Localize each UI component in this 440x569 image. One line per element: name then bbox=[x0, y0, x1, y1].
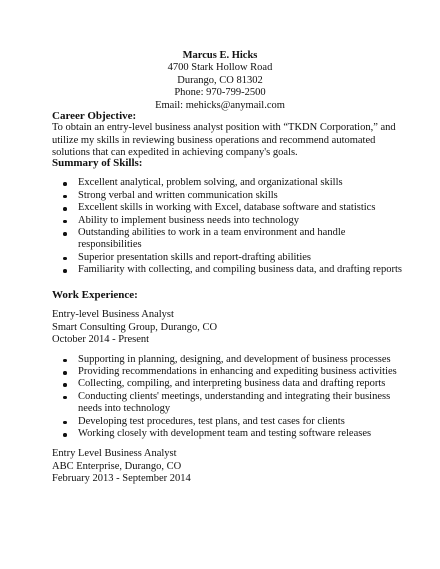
job-company: ABC Enterprise, Durango, CO bbox=[52, 460, 182, 472]
job-dates: October 2014 - Present bbox=[52, 334, 150, 346]
skills-heading: Summary of Skills: bbox=[52, 157, 143, 169]
candidate-name: Marcus E. Hicks bbox=[182, 50, 258, 61]
experience-section bbox=[52, 289, 402, 486]
contact-header bbox=[0, 50, 440, 112]
skills-list bbox=[52, 177, 402, 276]
job-entry bbox=[52, 448, 402, 485]
address-line: 4700 Stark Hollow Road bbox=[167, 62, 273, 74]
job-title: Entry Level Business Analyst bbox=[52, 448, 177, 460]
phone-line: Phone: 970-799-2500 bbox=[174, 87, 266, 99]
city-line: Durango, CO 81302 bbox=[177, 74, 263, 86]
duty-item: Developing test procedures, test plans, and test cases for clients bbox=[52, 416, 402, 428]
duty-item: Working closely with development team and testing software releases bbox=[52, 428, 402, 440]
experience-heading: Work Experience: bbox=[52, 289, 138, 301]
skill-item: Ability to implement business needs into technology bbox=[52, 215, 402, 227]
duty-item: Providing recommendations in enhancing and expediting business activities bbox=[52, 366, 402, 378]
skill-item: Excellent skills in working with Excel, database software and statistics bbox=[52, 202, 402, 214]
duty-item: Conducting clients' meetings, understanding and integrating their business needs into technology bbox=[52, 391, 402, 416]
duty-item: Collecting, compiling, and interpreting business data and drafting reports bbox=[52, 378, 402, 390]
job-duties-list bbox=[52, 354, 402, 441]
job-entry bbox=[52, 309, 402, 440]
skill-item: Familiarity with collecting, and compiling business data, and drafting reports bbox=[52, 264, 402, 276]
duty-item: Supporting in planning, designing, and development of business processes bbox=[52, 354, 402, 366]
skill-item: Outstanding abilities to work in a team environment and handle responsibilities bbox=[52, 227, 402, 252]
objective-text: To obtain an entry-level business analyst position with “TKDN Corporation,” and utilize my skills in reviewing business operations and recommend automated solutions that can expedited in achieving company's goals. bbox=[52, 122, 396, 159]
objective-heading: Career Objective: bbox=[52, 110, 137, 122]
job-dates: February 2013 - September 2014 bbox=[52, 473, 191, 485]
job-company: Smart Consulting Group, Durango, CO bbox=[52, 321, 218, 333]
job-title: Entry-level Business Analyst bbox=[52, 309, 174, 321]
skill-item: Superior presentation skills and report-drafting abilities bbox=[52, 252, 402, 264]
email-line: Email: mehicks@anymail.com bbox=[155, 99, 285, 111]
skills-section bbox=[52, 157, 402, 277]
objective-section bbox=[52, 110, 402, 160]
skill-item: Excellent analytical, problem solving, and organizational skills bbox=[52, 177, 402, 189]
skill-item: Strong verbal and written communication skills bbox=[52, 190, 402, 202]
